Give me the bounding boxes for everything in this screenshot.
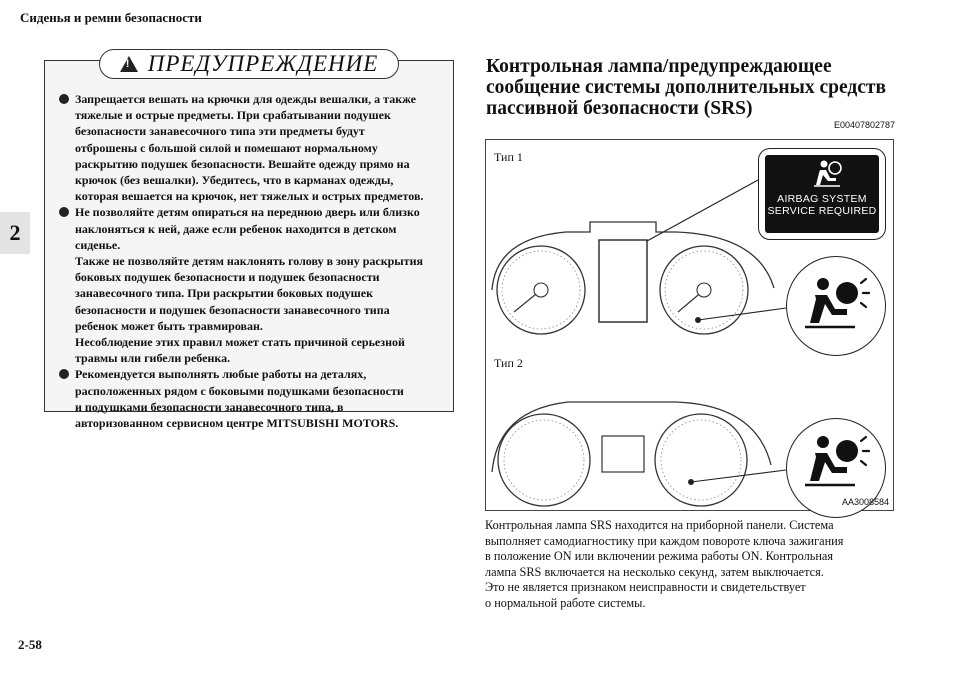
body-line: Контрольная лампа SRS находится на приборной панели. Система bbox=[485, 518, 834, 532]
warning-line: Запрещается вешать на крючки для одежды вешалки, а также bbox=[75, 92, 416, 106]
type1-label: Тип 1 bbox=[494, 150, 523, 164]
warning-line: безопасности и подушек безопасности занавесочного типа bbox=[75, 302, 390, 317]
warning-line: Также не позволяйте детям наклонять голову в зону раскрытия bbox=[75, 254, 423, 269]
warning-line: боковых подушек безопасности и подушек безопасности bbox=[75, 270, 380, 285]
warning-line: и подушками безопасности занавесочного типа, в bbox=[75, 399, 344, 414]
bullet-icon bbox=[59, 94, 69, 104]
section-title-line: сообщение системы дополнительных средств bbox=[486, 77, 887, 98]
section-title-line: пассивной безопасности (SRS) bbox=[486, 98, 753, 119]
warning-line: ребенок может быть травмирован. bbox=[75, 318, 263, 333]
warning-line: наклоняться к ней, даже если ребенок находится в детском bbox=[75, 221, 397, 236]
body-line: выполняет самодиагностику при каждом повороте ключа зажигания bbox=[485, 533, 844, 548]
warning-triangle-icon bbox=[120, 56, 138, 72]
airbag-warning-icon bbox=[801, 433, 871, 493]
airbag-warning-icon bbox=[801, 275, 871, 335]
section-code: E00407802787 bbox=[834, 120, 896, 130]
body-line: в положение ON или включении режима работы ON. Контрольная bbox=[485, 549, 834, 564]
chapter-tab: 2 bbox=[0, 212, 30, 254]
bullet-icon bbox=[59, 369, 69, 379]
page-number: 2-58 bbox=[18, 637, 42, 652]
airbag-person-icon bbox=[810, 158, 844, 190]
warning-line: крючок (без вешалки). Убедитесь, что в карманах одежды, bbox=[75, 173, 394, 188]
instrument-cluster-figure bbox=[485, 139, 894, 511]
warning-line: которая вешается на крючок, нет тяжелых и острых предметов. bbox=[75, 189, 424, 204]
message-display bbox=[765, 155, 879, 233]
warning-line: отброшены с большой силой и помешают нормальному bbox=[75, 140, 378, 155]
warning-item bbox=[59, 204, 447, 366]
warning-line: Не позволяйте детям опираться на переднюю дверь или близко bbox=[75, 205, 420, 220]
srs-lamp-callout-type1 bbox=[786, 256, 886, 356]
warning-line: авторизованном сервисном центре MITSUBISHI MOTORS. bbox=[75, 416, 399, 431]
warning-box bbox=[44, 51, 454, 431]
warning-line: Рекомендуется выполнять любые работы на деталях, bbox=[75, 367, 367, 382]
display-line-1: AIRBAG SYSTEM bbox=[777, 193, 867, 205]
warning-item bbox=[59, 91, 447, 204]
bullet-icon bbox=[59, 207, 69, 217]
type2-label: Тип 2 bbox=[494, 356, 523, 370]
display-line-2: SERVICE REQUIRED bbox=[767, 205, 877, 217]
display-callout bbox=[758, 148, 886, 240]
body-text bbox=[485, 518, 905, 612]
warning-body bbox=[59, 91, 447, 431]
warning-line: раскрытию подушек безопасности. Вешайте одежду прямо на bbox=[75, 156, 410, 171]
warning-line: травмы или гибели ребенка. bbox=[75, 351, 231, 366]
warning-line: безопасности занавесочного типа эти предметы будут bbox=[75, 124, 365, 139]
running-header: Сиденья и ремни безопасности bbox=[20, 10, 202, 25]
body-line: лампа SRS включается на несколько секунд, затем выключается. bbox=[485, 564, 824, 579]
warning-line: сиденье. bbox=[75, 237, 121, 252]
section-title bbox=[486, 56, 906, 119]
figure-code: AA3008584 bbox=[841, 497, 889, 507]
body-line: Это не является признаком неисправности и свидетельствует bbox=[485, 580, 806, 595]
warning-title-badge bbox=[99, 49, 399, 79]
section-title-line: Контрольная лампа/предупреждающее bbox=[486, 56, 832, 77]
body-line: о нормальной работе системы. bbox=[485, 595, 646, 610]
warning-line: занавесочного типа. При раскрытии боковых подушек bbox=[75, 286, 374, 301]
warning-item bbox=[59, 366, 447, 431]
warning-line: тяжелые и острые предметы. При срабатывании подушек bbox=[75, 108, 391, 123]
warning-line: расположенных рядом с боковыми подушками безопасности bbox=[75, 383, 404, 398]
warning-line: Несоблюдение этих правил может стать причиной серьезной bbox=[75, 335, 405, 350]
warning-title: ПРЕДУПРЕЖДЕНИЕ bbox=[147, 51, 379, 76]
